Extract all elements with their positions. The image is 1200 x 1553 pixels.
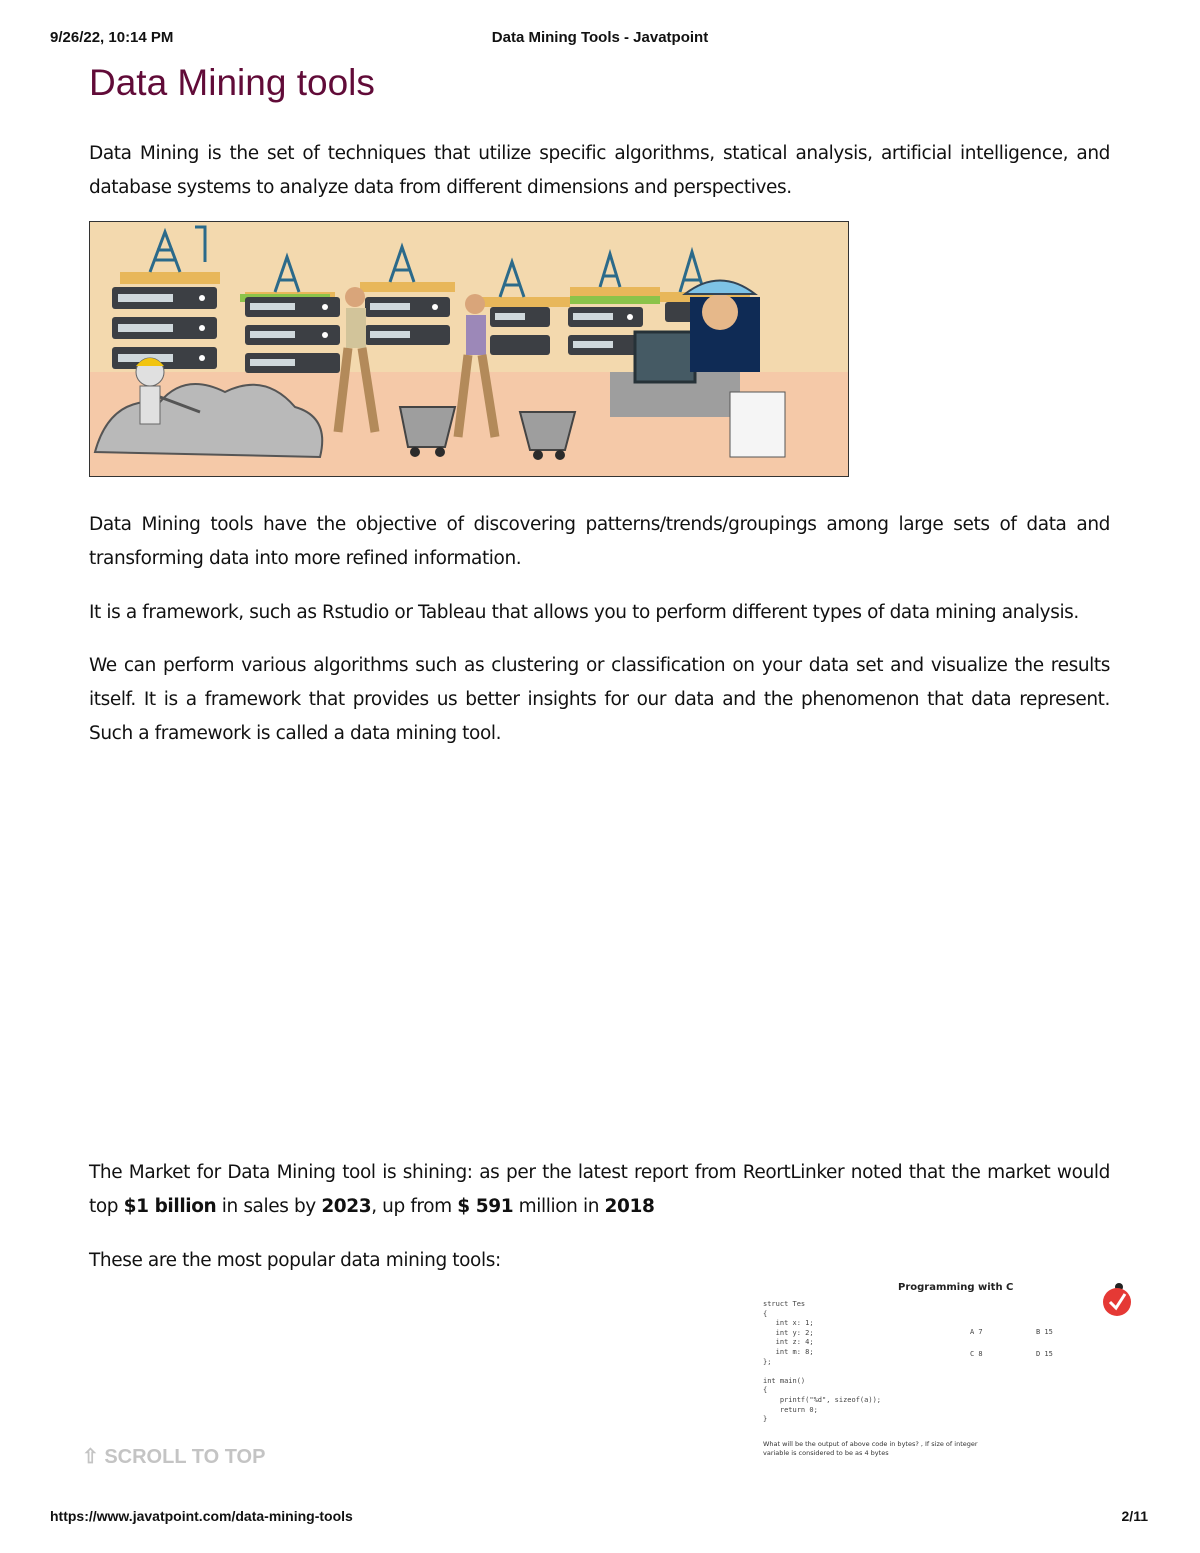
objective-paragraph: Data Mining tools have the objective of discovering patterns/trends/groupings among large sets of data and transforming data into more refined information.	[89, 514, 1110, 569]
framework-paragraph: It is a framework, such as Rstudio or Tableau that allows you to perform different types of data mining analysis.	[89, 602, 1079, 623]
algorithms-paragraph: We can perform various algorithms such as clustering or classification on your data set and visualize the results itself. It is a framework that provides us better insights for our data and the phenomenon that data represent. Such a framework is called a data mining tool.	[89, 655, 1110, 744]
market-prior-year-bold: 2018	[604, 1196, 655, 1217]
print-page-number: 2/11	[1121, 1508, 1148, 1524]
video-ad-title: Programming with C	[898, 1282, 1014, 1293]
video-ad-option: A 7	[970, 1328, 983, 1336]
market-prior-value-bold: $ 591	[457, 1196, 514, 1217]
market-year-bold: 2023	[321, 1196, 372, 1217]
scroll-to-top-link[interactable]: ⇧ SCROLL TO TOP	[82, 1446, 266, 1468]
video-ad-code: struct Tes { int x: 1; int y: 2; int z: 4; int m: 8; }; int main() { printf("%d", sizeof(a)); return 0; }	[763, 1300, 882, 1424]
print-footer-url: https://www.javatpoint.com/data-mining-tools	[50, 1508, 353, 1524]
video-ad-panel[interactable]	[760, 1276, 1140, 1468]
page-title: Data Mining tools	[89, 62, 375, 103]
intro-paragraph: Data Mining is the set of techniques that utilize specific algorithms, statical analysis, artificial intelligence, and database systems to analyze data from different dimensions and perspectives.	[89, 143, 1110, 198]
market-text-3: , up from	[371, 1196, 458, 1217]
market-text-4: million in	[513, 1196, 605, 1217]
market-text-1: The Market for Data Mining tool is shining: as per the latest report from ReortLinker noted that the market would top	[89, 1162, 1110, 1217]
print-page-title: Data Mining Tools - Javatpoint	[491, 29, 709, 46]
video-ad-option: D 15	[1036, 1350, 1053, 1358]
video-ad-option: B 15	[1036, 1328, 1053, 1336]
market-paragraph	[89, 1156, 1110, 1224]
market-value-bold: $1 billion	[123, 1196, 217, 1217]
data-mining-illustration	[89, 221, 849, 477]
print-datetime: 9/26/22, 10:14 PM	[50, 29, 174, 46]
video-ad-question: What will be the output of above code in bytes? , If size of integer variable is considered to be as 4 bytes	[763, 1440, 978, 1457]
tools-intro-paragraph: These are the most popular data mining tools:	[89, 1250, 501, 1271]
presenter-avatar-icon	[1102, 1280, 1132, 1318]
video-ad-option: C 8	[970, 1350, 983, 1358]
market-text-2: in sales by	[216, 1196, 322, 1217]
